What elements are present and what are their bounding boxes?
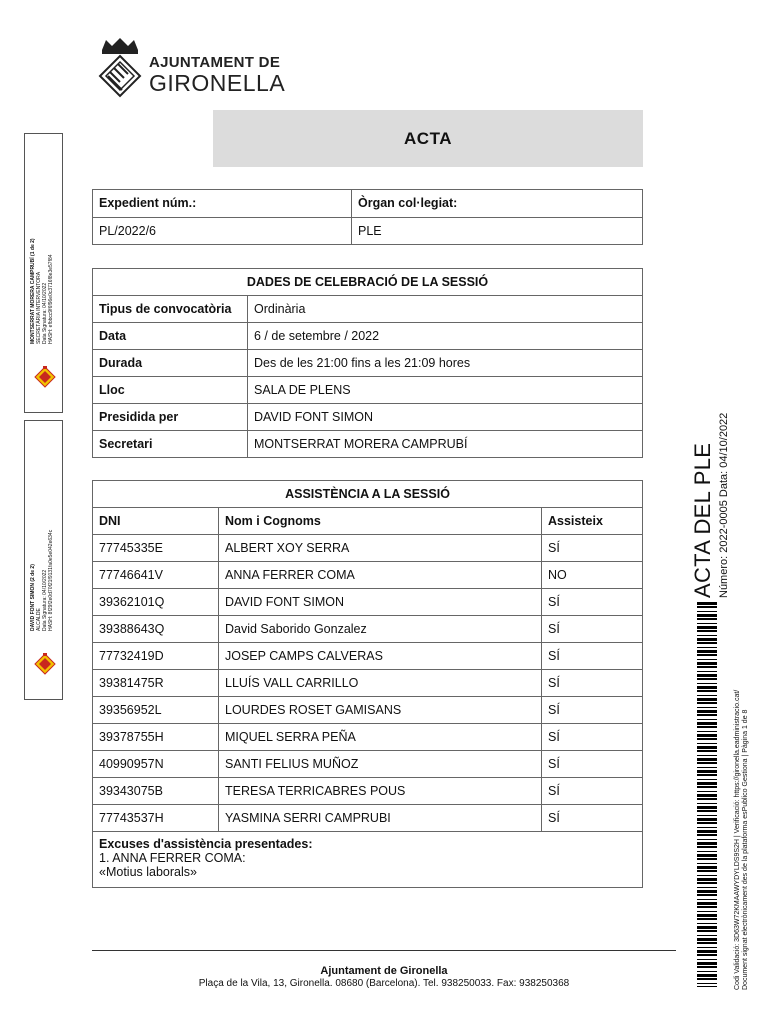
session-value: MONTSERRAT MORERA CAMPRUBÍ <box>248 431 643 458</box>
document-title-box <box>213 110 643 167</box>
table-row <box>93 535 643 562</box>
attends-cell: SÍ <box>542 778 643 805</box>
dni-cell: 40990957N <box>93 751 219 778</box>
document-title: ACTA <box>404 128 452 148</box>
signature-hash: HASH: efbbcc9f6f96e0c3716f8e3e57f84 <box>48 254 54 344</box>
name-cell: JOSEP CAMPS CALVERAS <box>219 643 542 670</box>
name-cell: YASMINA SERRI CAMPRUBI <box>219 805 542 832</box>
column-header-dni: DNI <box>93 508 219 535</box>
name-cell: TERESA TERRICABRES POUS <box>219 778 542 805</box>
signature-date: Data Signatura: 04/10/2022 <box>42 282 48 344</box>
table-row <box>93 589 643 616</box>
session-label: Durada <box>93 350 248 377</box>
expedient-value: PL/2022/6 <box>93 217 352 245</box>
excuses-line-1: 1. ANNA FERRER COMA: <box>99 851 246 865</box>
name-cell: MIQUEL SERRA PEÑA <box>219 724 542 751</box>
attends-cell: NO <box>542 562 643 589</box>
logo-line-1: AJUNTAMENT DE <box>149 54 281 71</box>
attendance-table <box>92 480 643 888</box>
table-row <box>93 697 643 724</box>
organ-label: Òrgan col·legiat: <box>352 190 643 218</box>
organ-value: PLE <box>352 217 643 245</box>
name-cell: LLUÍS VALL CARRILLO <box>219 670 542 697</box>
session-label: Secretari <box>93 431 248 458</box>
excuses-line-2: «Motius laborals» <box>99 865 197 879</box>
signature-date: Data Signatura: 04/10/2022 <box>42 569 48 631</box>
table-row <box>93 431 643 458</box>
document-number-date: Número: 2022-0005 Data: 04/10/2022 <box>718 412 730 598</box>
session-label: Tipus de convocatòria <box>93 296 248 323</box>
signature-stamp-text <box>30 530 54 631</box>
session-label: Data <box>93 323 248 350</box>
attends-cell: SÍ <box>542 805 643 832</box>
table-row <box>93 724 643 751</box>
name-cell: SANTI FELIUS MUÑOZ <box>219 751 542 778</box>
footer-name: Ajuntament de Gironella <box>320 965 448 977</box>
footer-address: Plaça de la Vila, 13, Gironella. 08680 (Barcelona). Tel. 938250033. Fax: 938250368 <box>198 978 570 989</box>
signer-name: MONTSERRAT MORERA CAMPRUBÍ (1 de 2) <box>30 238 36 344</box>
dni-cell: 39388643Q <box>93 616 219 643</box>
expedient-label: Expedient núm.: <box>93 190 352 218</box>
signer-role: SECRETÀRIA INTERVENTORA <box>36 271 42 344</box>
table-row <box>93 350 643 377</box>
signer-name: DAVID FONT SIMON (2 de 2) <box>30 564 36 631</box>
signature-hash: HASH: 8f29f2e0d70f21f9131fa0e5e042e634c <box>48 529 54 631</box>
verification-line-1: Codi Validació: 3D63W72KMAAWYDYLDS9S2H | Verificació: https://gironella.eadministracio.cat/ <box>734 689 741 990</box>
table-row <box>93 805 643 832</box>
signature-stamp-text <box>30 238 54 344</box>
name-cell: LOURDES ROSET GAMISANS <box>219 697 542 724</box>
attends-cell: SÍ <box>542 535 643 562</box>
attendance-table-header: ASSISTÈNCIA A LA SESSIÓ <box>93 481 643 508</box>
column-header-attends: Assisteix <box>542 508 643 535</box>
dni-cell: 77746641V <box>93 562 219 589</box>
municipality-logo <box>94 36 284 98</box>
session-value: Ordinària <box>248 296 643 323</box>
verification-line-2: Document signat electrònicament des de la plataforma esPublico Gestiona | Pàgina 1 de 8 <box>742 709 749 990</box>
attendance-column-headers <box>93 508 643 535</box>
dni-cell: 39343075B <box>93 778 219 805</box>
column-header-name: Nom i Cognoms <box>219 508 542 535</box>
session-value: SALA DE PLENS <box>248 377 643 404</box>
session-table <box>92 268 643 458</box>
attends-cell: SÍ <box>542 616 643 643</box>
seal-icon <box>34 653 56 675</box>
session-label: Presidida per <box>93 404 248 431</box>
logo-line-2: GIRONELLA <box>149 70 286 96</box>
dni-cell: 77745335E <box>93 535 219 562</box>
signature-stamp-2 <box>24 420 63 700</box>
attends-cell: SÍ <box>542 643 643 670</box>
table-row <box>93 323 643 350</box>
dni-cell: 77743537H <box>93 805 219 832</box>
verification-code-text <box>734 690 750 990</box>
session-table-header: DADES DE CELEBRACIÓ DE LA SESSIÓ <box>93 269 643 296</box>
table-row <box>93 751 643 778</box>
table-row <box>93 643 643 670</box>
barcode-icon <box>697 602 717 987</box>
table-row <box>93 778 643 805</box>
name-cell: ALBERT XOY SERRA <box>219 535 542 562</box>
table-row <box>93 404 643 431</box>
excuses-cell <box>93 832 643 888</box>
document-type-label: ACTA DEL PLE <box>690 442 715 598</box>
dni-cell: 39381475R <box>93 670 219 697</box>
dni-cell: 39356952L <box>93 697 219 724</box>
coat-of-arms-icon <box>94 36 146 98</box>
attends-cell: SÍ <box>542 670 643 697</box>
attends-cell: SÍ <box>542 751 643 778</box>
attends-cell: SÍ <box>542 724 643 751</box>
session-value: DAVID FONT SIMON <box>248 404 643 431</box>
session-value: 6 / de setembre / 2022 <box>248 323 643 350</box>
signer-role: ALCALDE <box>36 608 42 631</box>
name-cell: David Saborido Gonzalez <box>219 616 542 643</box>
attends-cell: SÍ <box>542 589 643 616</box>
dni-cell: 39378755H <box>93 724 219 751</box>
dni-cell: 39362101Q <box>93 589 219 616</box>
attends-cell: SÍ <box>542 697 643 724</box>
table-row <box>93 296 643 323</box>
dni-cell: 77732419D <box>93 643 219 670</box>
signature-stamp-1 <box>24 133 63 413</box>
table-row <box>93 562 643 589</box>
name-cell: DAVID FONT SIMON <box>219 589 542 616</box>
footer-divider <box>92 950 676 951</box>
session-label: Lloc <box>93 377 248 404</box>
seal-icon <box>34 366 56 388</box>
excuses-title: Excuses d'assistència presentades: <box>99 837 313 851</box>
name-cell: ANNA FERRER COMA <box>219 562 542 589</box>
expedient-table <box>92 189 643 245</box>
table-row <box>93 377 643 404</box>
table-row <box>93 670 643 697</box>
session-value: Des de les 21:00 fins a les 21:09 hores <box>248 350 643 377</box>
table-row <box>93 616 643 643</box>
